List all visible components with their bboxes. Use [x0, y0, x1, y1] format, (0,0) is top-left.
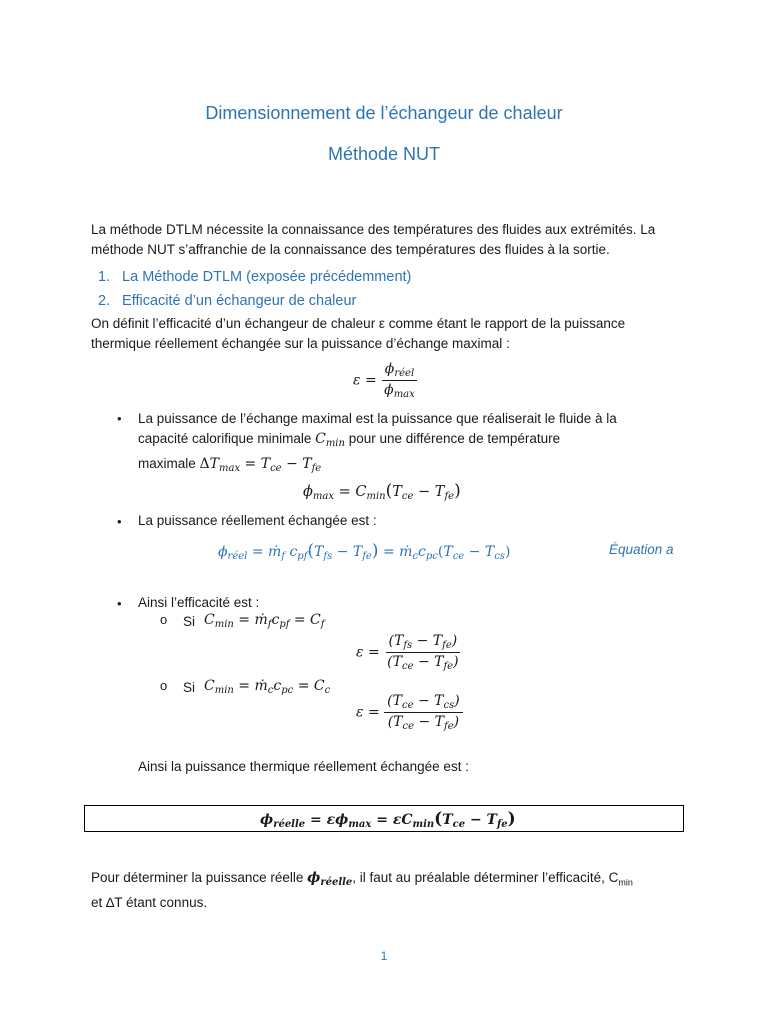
final-line-2: et ∆T étant connus. — [91, 895, 208, 910]
bullet-1-line-3-pre: maximale — [138, 456, 196, 471]
sub-bullet-1-si: Si — [183, 614, 196, 629]
definition-line-2: thermique réellement échangée sur la puissance d’échange maximal : — [91, 336, 510, 351]
intro-paragraph — [91, 220, 691, 260]
final-line-1-post: , il faut au préalable déterminer l’efficacité, C — [352, 870, 619, 885]
efficiency-equation-cold: ε = $\frac{(T_{fs} - T_{fe})}{(T_{ce} - T_{fe})}$ — [356, 633, 459, 672]
bullet-1-line-2-pre: capacité calorifique minimale — [138, 431, 312, 446]
cmin-cc-condition: $C_{min}$ = $ṁ_cc_{pc} = C_c$ — [204, 678, 331, 696]
final-paragraph — [91, 868, 711, 913]
heading-1-number: 1. — [98, 269, 111, 285]
document-subtitle: Méthode NUT — [327, 144, 441, 164]
sub-bullet-2-marker: o — [160, 678, 168, 693]
phi-max-equation: $\phi_{max} = C_{min}(T_{ce} - T_{fe})$ — [303, 481, 461, 502]
equation-label: Équation a — [609, 542, 674, 557]
efficiency-definition-equation: ε = $\frac{\phi_{réel}}{\phi_{max}}$ — [353, 361, 418, 400]
bullet-1-line-2-post: pour une différence de température — [348, 431, 561, 446]
heading-1 — [98, 269, 411, 285]
bullet-1-text — [138, 409, 698, 479]
phi-reelle-symbol: $\phi_{réelle}$ — [307, 870, 353, 888]
heading-2-number: 2. — [98, 293, 111, 309]
phi-reel-equation: $\phi_{réel}$ = ṁ$_f$ $c_{pf}(T_{fs} - T_{fe})$ = $ṁ_cc_{pc}(T_{ce} - T_{cs})$ — [218, 541, 511, 562]
bullet-1-line-1: La puissance de l’échange maximal est la puissance que réaliserait le fluide à la — [138, 411, 617, 426]
conclusion-text: Ainsi la puissance thermique réellement échangée est : — [138, 759, 469, 774]
cmin-subscript: min — [618, 877, 633, 888]
bullet-1-line-3 — [138, 454, 698, 479]
sub-bullet-2-si: Si — [183, 680, 196, 695]
bullet-3-text: Ainsi l’efficacité est : — [138, 595, 260, 610]
final-power-equation: $\phi_{réelle} = \varepsilon\phi_{max} = \varepsilon C_{min}(T_{ce} - T_{fe})$ — [260, 809, 516, 830]
bullet-3-marker: • — [117, 596, 122, 611]
bullet-2-marker: • — [117, 514, 122, 529]
final-line-1 — [91, 868, 711, 893]
intro-line-2: méthode NUT s’affranchie de la connaissance des températures des fluides à la sortie. — [91, 242, 610, 257]
bullet-2-text: La puissance réellement échangée est : — [138, 513, 377, 528]
heading-2-label: Efficacité d’un échangeur de chaleur — [122, 293, 357, 309]
document-title: Dimensionnement de l’échangeur de chaleur — [205, 103, 563, 123]
delta-t-max-expression: $\Delta T_{max} = T_{ce} - T_{fe}$ — [199, 456, 322, 474]
cmin-cf-condition: $C_{min}$ = $ṁ_fc_{pf} = C_f$ — [204, 612, 325, 630]
final-line-1-pre: Pour déterminer la puissance réelle — [91, 870, 304, 885]
heading-2 — [98, 293, 356, 309]
sub-bullet-1-marker: o — [160, 612, 168, 627]
cmin-symbol: $C_{min}$ — [315, 431, 345, 449]
efficiency-equation-hot: ε = $\frac{(T_{ce} - T_{cs})}{(T_{ce} - T_{fe})}$ — [356, 693, 463, 732]
heading-1-label: La Méthode DTLM (exposée précédemment) — [122, 269, 412, 285]
bullet-1-line-2 — [138, 429, 698, 454]
page-number: 1 — [380, 949, 388, 963]
definition-paragraph — [91, 314, 691, 354]
definition-line-1: On définit l’efficacité d’un échangeur de chaleur ε comme étant le rapport de la puissance — [91, 316, 626, 331]
intro-line-1: La méthode DTLM nécessite la connaissance des températures des fluides aux extrémités. La — [91, 222, 656, 237]
bullet-1-marker: • — [117, 411, 122, 426]
